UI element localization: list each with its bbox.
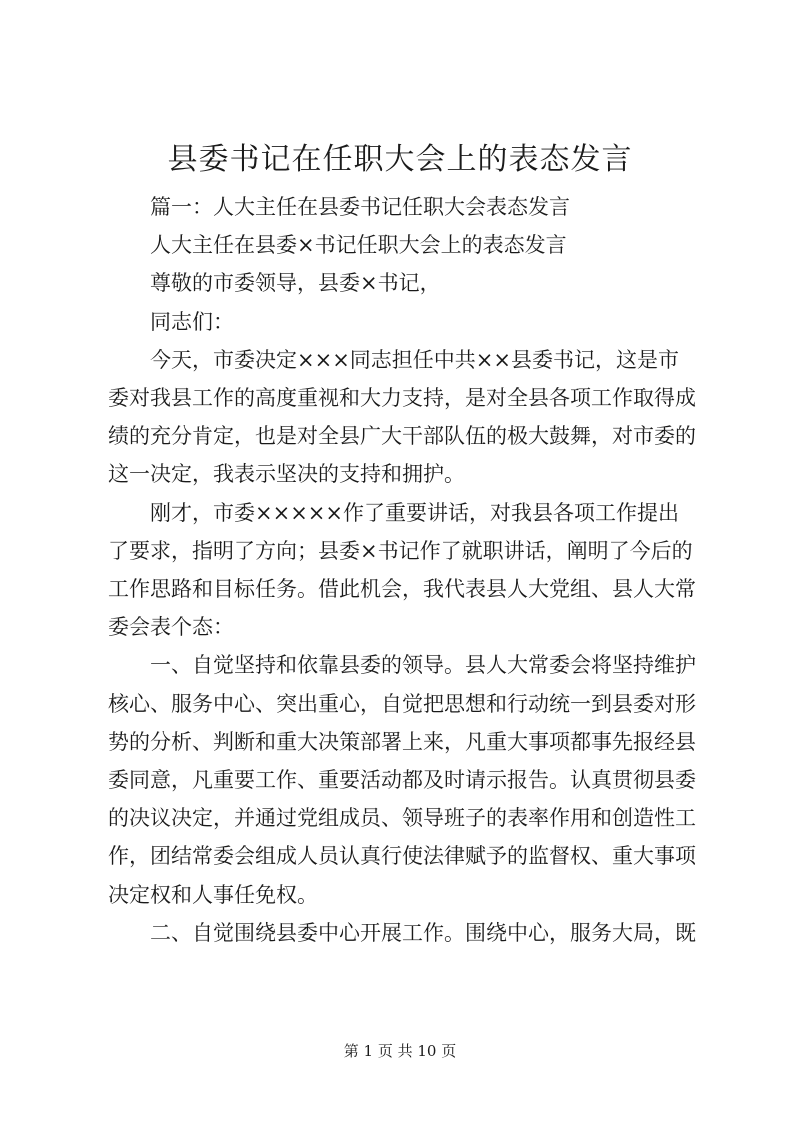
body-line: 二、自觉围绕县委中心开展工作。围绕中心，服务大局，既 [150,920,696,945]
document-title: 县委书记在任职大会上的表态发言 [167,142,633,177]
body-line: 委同意，凡重要工作、重要活动都及时请示报告。认真贯彻县委 [108,768,696,793]
body-line: 绩的充分肯定，也是对全县广大干部队伍的极大鼓舞，对市委的 [108,424,696,449]
body-line: 刚才，市委×××××作了重要讲话，对我县各项工作提出 [150,500,679,525]
body-line: 一、自觉坚持和依靠县委的领导。县人大常委会将坚持维护 [150,653,696,678]
document-body [108,188,698,952]
body-line: 核心、服务中心、突出重心，自觉把思想和行动统一到县委对形 [108,691,696,716]
body-line: 工作思路和目标任务。借此机会，我代表县人大党组、县人大常 [108,577,696,602]
page-footer: 第 1 页 共 10 页 [343,1042,457,1060]
body-line: 尊敬的市委领导，县委×书记， [150,271,441,296]
body-line: 今天，市委决定×××同志担任中共××县委书记，这是市 [150,347,679,372]
body-line: 了要求，指明了方向；县委×书记作了就职讲话，阐明了今后的 [108,538,693,563]
body-line: 委会表个态： [108,615,234,640]
body-line: 同志们： [150,309,234,334]
body-line: 作，团结常委会组成人员认真行使法律赋予的监督权、重大事项 [108,844,696,869]
body-line: 委对我县工作的高度重视和大力支持，是对全县各项工作取得成 [108,386,696,411]
body-line: 的决议决定，并通过党组成员、领导班子的表率作用和创造性工 [108,806,696,831]
body-line: 势的分析、判断和重大决策部署上来，凡重大事项都事先报经县 [108,729,696,754]
body-line: 决定权和人事任免权。 [108,882,318,907]
body-line: 这一决定，我表示坚决的支持和拥护。 [108,462,465,487]
body-line: 篇一：人大主任在县委书记任职大会表态发言 [150,195,570,219]
body-line: 人大主任在县委×书记任职大会上的表态发言 [150,233,567,258]
